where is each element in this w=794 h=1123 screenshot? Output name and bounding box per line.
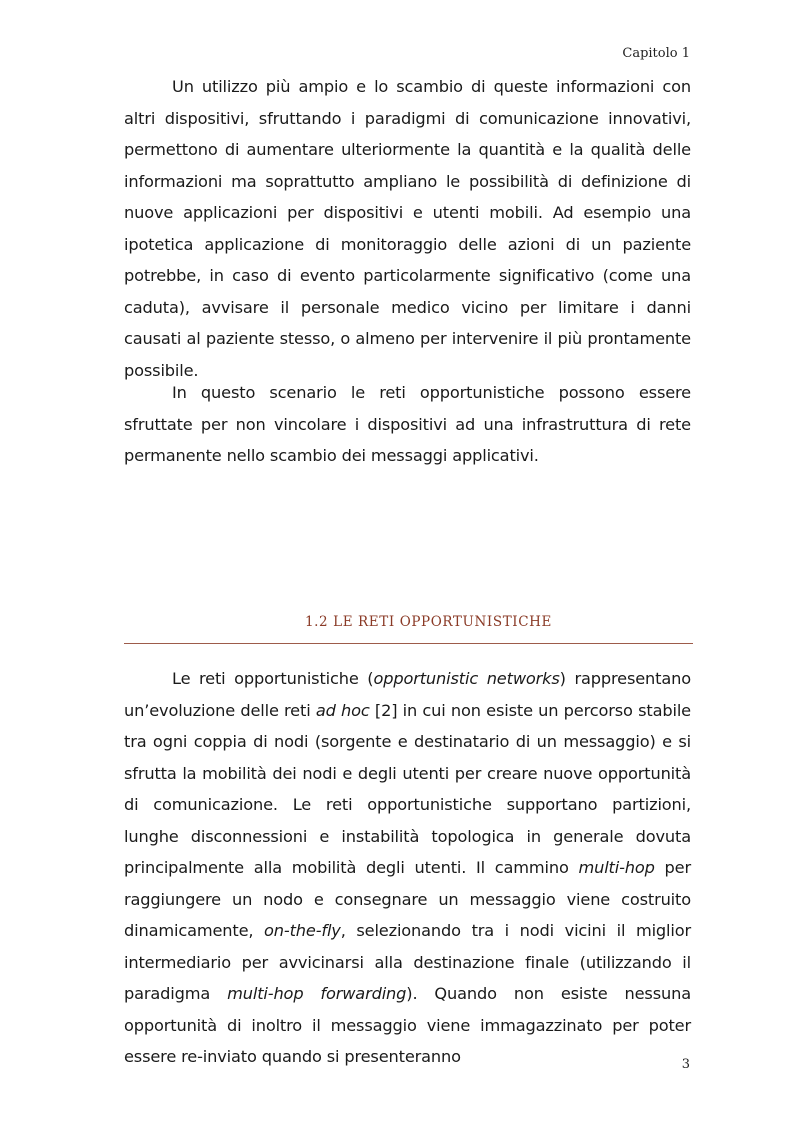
running-head: Capitolo 1 [622, 46, 690, 61]
text-span: per raggiungere un nodo e consegnare un messaggio viene costruito dinamicamente, [124, 858, 691, 940]
paragraph-1: Un utilizzo più ampio e lo scambio di queste informazioni con altri dispositivi, sfruttando i paradigmi di comunicazione innovativi, permettono di aumentare ulteriormente la quantità e la qualità delle informazioni ma soprattutto ampliano le possibilità di definizione di nuove applicazioni per dispositivi e utenti mobili. Ad esempio una ipotetica applicazione di monitoraggio delle azioni di un paziente potrebbe, in caso di evento particolarmente significativo (come una caduta), avvisare il personale medico vicino per limitare i danni causati al paziente stesso, o almeno per intervenire il più prontamente possibile. [124, 77, 691, 380]
italic-term: multi-hop [578, 858, 655, 877]
section-divider [124, 643, 693, 644]
italic-term: multi-hop forwarding [227, 984, 407, 1003]
italic-term: opportunistic networks [373, 669, 560, 688]
text-span: Le reti opportunistiche ( [172, 669, 374, 688]
text-span: , selezionando tra i nodi vicini il miglior intermediario per avvicinarsi alla destinazione finale (utilizzando il paradigma [124, 921, 691, 1003]
text-span: ). Quando non esiste nessuna opportunità di inoltro il messaggio viene immagazzinato per poter essere re-inviato quando si presenteranno [124, 984, 691, 1066]
italic-term: on-the-fly [264, 921, 341, 940]
paragraph-2: In questo scenario le reti opportunistiche possono essere sfruttate per non vincolare i dispositivi ad una infrastruttura di rete permanente nello scambio dei messaggi applicativi. [124, 383, 691, 465]
text-span: [2] in cui non esiste un percorso stabile tra ogni coppia di nodi (sorgente e destinatario di un messaggio) e si sfrutta la mobilità dei nodi e degli utenti per creare nuove opportunità di comunicazione. Le reti opportunistiche supportano partizioni, lunghe disconnessioni e instabilità topologica in generale dovuta principalmente alla mobilità degli utenti. Il cammino [124, 700, 691, 877]
paragraph-3 [124, 663, 691, 1073]
italic-term: ad hoc [315, 700, 370, 720]
page-number: 3 [681, 1057, 690, 1072]
section-title: 1.2 LE RETI OPPORTUNISTICHE [304, 614, 552, 630]
text-span: ) rappresentano un’evoluzione delle reti [124, 669, 691, 720]
